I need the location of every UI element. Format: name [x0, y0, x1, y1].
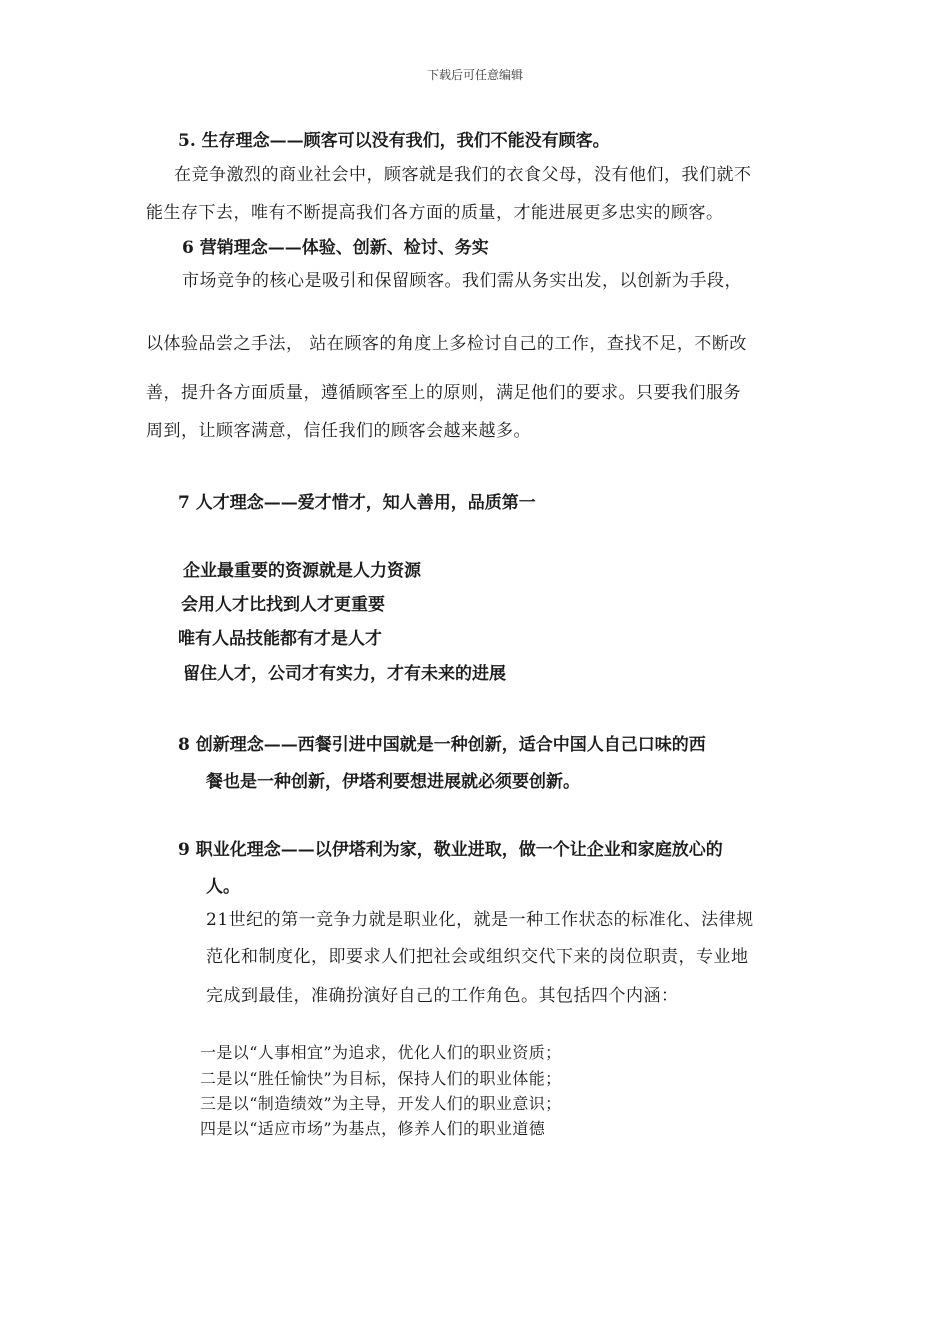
section-9-line-1: 21世纪的第一竞争力就是职业化，就是一种工作状态的标准化、法律规 [206, 910, 754, 930]
section-8-heading-line-1: 8 创新理念——西餐引进中国就是一种创新，适合中国人自己口味的西 [178, 735, 706, 755]
section-6-line-2: 以体验品尝之手法， 站在顾客的角度上多检讨自己的工作，查找不足，不断改 [146, 334, 747, 354]
section-8-heading-line-2: 餐也是一种创新，伊塔利要想进展就必须要创新。 [206, 772, 580, 792]
section-6-line-1: 市场竞争的核心是吸引和保留顾客。我们需从务实出发，以创新为手段， [182, 271, 742, 291]
section-9-item-1: 一是以“人事相宜”为追求，优化人们的职业资质； [200, 1043, 562, 1062]
section-6-line-3: 善，提升各方面质量，遵循顾客至上的原则，满足他们的要求。只要我们服务 [146, 383, 741, 403]
section-9-line-3: 完成到最佳，准确扮演好自己的工作角色。其包括四个内涵： [206, 986, 679, 1006]
section-5-line-1: 在竞争激烈的商业社会中，顾客就是我们的衣食父母，没有他们，我们就不 [174, 165, 752, 185]
section-7-line-3: 唯有人品技能都有才是人才 [178, 629, 382, 649]
section-9-item-4: 四是以“适应市场”为基点，修养人们的职业道德 [200, 1119, 546, 1138]
section-6-heading: 6 营销理念——体验、创新、检讨、务实 [182, 238, 489, 258]
section-5-heading: 5. 生存理念——顾客可以没有我们，我们不能没有顾客。 [178, 131, 610, 151]
section-9-item-3: 三是以“制造绩效”为主导，开发人们的职业意识； [200, 1094, 562, 1113]
section-5-line-2: 能生存下去，唯有不断提高我们各方面的质量，才能进展更多忠实的顾客。 [146, 203, 724, 223]
section-6-line-4: 周到，让顾客满意，信任我们的顾客会越来越多。 [146, 421, 531, 441]
section-9-heading-line-1: 9 职业化理念——以伊塔利为家，敬业进取，做一个让企业和家庭放心的 [178, 840, 723, 860]
section-9-heading-line-2: 人。 [206, 877, 240, 897]
section-7-heading: 7 人才理念——爱才惜才，知人善用，品质第一 [178, 493, 536, 513]
section-7-line-1: 企业最重要的资源就是人力资源 [183, 561, 421, 581]
section-9-line-2: 范化和制度化，即要求人们把社会或组织交代下来的岗位职责，专业地 [206, 947, 749, 967]
section-7-line-2: 会用人才比找到人才更重要 [181, 595, 385, 615]
section-9-item-2: 二是以“胜任愉快”为目标，保持人们的职业体能； [200, 1069, 562, 1088]
page-header: 下载后可任意编辑 [427, 68, 524, 82]
section-7-line-4: 留住人才，公司才有实力，才有未来的进展 [183, 664, 506, 684]
